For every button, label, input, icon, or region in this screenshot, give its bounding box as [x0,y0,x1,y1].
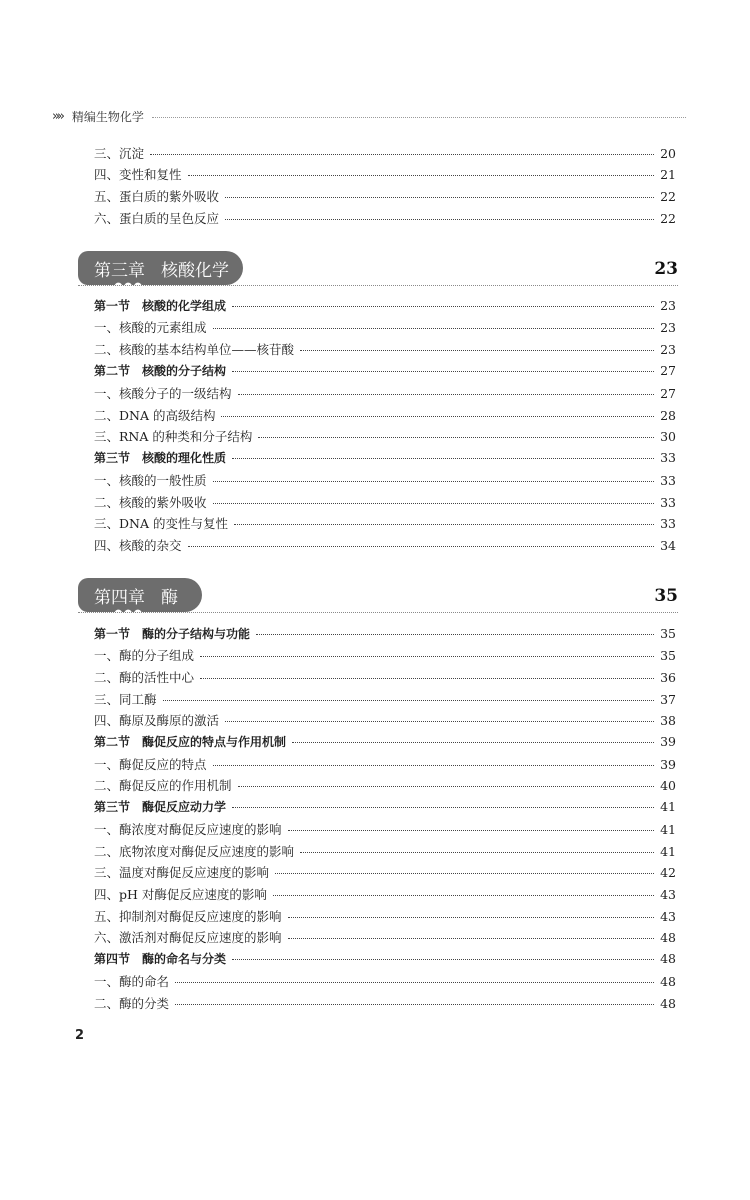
toc-entry[interactable] [94,668,676,689]
toc-entry-page: 43 [660,887,676,902]
toc-entry-title: 二、底物浓度对酶促反应速度的影响 [94,844,295,859]
toc-entry[interactable] [94,144,676,165]
toc-entry[interactable] [94,536,676,557]
toc-entry[interactable] [94,907,676,928]
toc-entry-page: 28 [660,408,676,423]
toc-entry-title: 六、激活剂对酶促反应速度的影响 [94,930,282,945]
toc-entry[interactable] [94,711,676,732]
dot-leader [300,852,654,853]
toc-section-entry[interactable] [94,733,676,754]
toc-entry-title: 一、核酸的元素组成 [94,320,207,335]
chapter-3-page: 23 [654,259,678,279]
dot-leader [232,959,654,960]
toc-entry-page: 48 [660,996,676,1011]
dot-leader [213,503,655,504]
toc-entry[interactable] [94,427,676,448]
toc-entry-page: 48 [660,974,676,989]
toc-entry[interactable] [94,471,676,492]
dot-leader [232,807,654,808]
toc-entry-title: 二、酶的活性中心 [94,670,195,685]
dot-leader [238,394,655,395]
dot-leader [288,938,655,939]
toc-entry-page: 41 [660,822,676,837]
chapter-3-title: 核酸化学 [161,260,229,281]
dot-leader [213,328,655,329]
toc-entry[interactable] [94,514,676,535]
toc-entry-page: 23 [660,298,676,313]
toc-entry-title: 二、核酸的紫外吸收 [94,495,207,510]
page-number: 2 [75,1028,85,1043]
toc-entry-title: 一、核酸的一般性质 [94,473,207,488]
chapter-4-pill [78,578,202,619]
toc-entry[interactable] [94,755,676,776]
dot-leader [258,437,654,438]
dot-leader [150,154,654,155]
toc-entry-title: 一、酶浓度对酶促反应速度的影响 [94,822,282,837]
header-rule [152,117,686,118]
toc-entry[interactable] [94,384,676,405]
dot-leader [188,175,655,176]
toc-entry[interactable] [94,340,676,361]
toc-entry[interactable] [94,209,676,230]
toc-entry-page: 22 [660,211,676,226]
toc-entry-page: 36 [660,670,676,685]
chapter-dots-icon: ●●● [114,608,144,619]
toc-entry-title: 二、酶促反应的作用机制 [94,778,232,793]
toc-entry[interactable] [94,646,676,667]
toc-entry-title: 第三节 核酸的理化性质 [94,451,227,465]
toc-entry-page: 33 [660,516,676,531]
dot-leader [273,895,654,896]
toc-entry[interactable] [94,820,676,841]
toc-entry[interactable] [94,885,676,906]
book-title: 精编生物化学 [71,109,144,124]
dot-leader [275,873,654,874]
dot-leader [175,1004,654,1005]
toc-entry-title: 三、DNA 的变性与复性 [94,516,228,531]
toc-entry-title: 第一节 酶的分子结构与功能 [94,627,251,641]
dot-leader [292,742,654,743]
chapter-4-label: 第四章 [94,587,145,608]
dot-leader [232,371,654,372]
toc-entry-page: 33 [660,473,676,488]
toc-entry-page: 23 [660,342,676,357]
dot-leader [200,678,654,679]
toc-entry-page: 39 [660,734,676,749]
toc-entry[interactable] [94,994,676,1015]
toc-entry[interactable] [94,187,676,208]
toc-entry-title: 第二节 酶促反应的特点与作用机制 [94,735,287,749]
toc-entry-title: 三、同工酶 [94,692,157,707]
dot-leader [213,481,655,482]
toc-entry-page: 35 [660,648,676,663]
toc-entry-page: 27 [660,386,676,401]
toc-entry-page: 21 [660,167,676,182]
toc-entry-title: 三、RNA 的种类和分子结构 [94,429,253,444]
toc-entry[interactable] [94,842,676,863]
toc-entry-page: 41 [660,844,676,859]
toc-entry-page: 39 [660,757,676,772]
dot-leader [300,350,654,351]
toc-entry-page: 27 [660,363,676,378]
toc-entry-page: 33 [660,450,676,465]
toc-entry-title: 第三节 酶促反应动力学 [94,800,227,814]
toc-entry-page: 30 [660,429,676,444]
dot-leader [225,721,654,722]
chapter-4-title: 酶 [161,587,178,608]
toc-entry-page: 41 [660,799,676,814]
toc-entry-page: 34 [660,538,676,553]
dot-leader [225,219,654,220]
toc-entry-page: 37 [660,692,676,707]
toc-entry-title: 四、核酸的杂交 [94,538,182,553]
dot-leader [232,306,654,307]
dot-leader [213,765,655,766]
toc-entry-page: 22 [660,189,676,204]
chapter-4-heading[interactable] [78,578,678,619]
toc-entry-title: 一、核酸分子的一级结构 [94,386,232,401]
toc-entry-page: 42 [660,865,676,880]
chapter-dots-icon: ●●● [114,281,144,292]
toc-section-entry[interactable] [94,297,676,318]
toc-entry-title: 一、酶促反应的特点 [94,757,207,772]
toc-entry-title: 一、酶的命名 [94,974,170,989]
toc-entry-page: 48 [660,951,676,966]
toc-entry-title: 二、核酸的基本结构单位——核苷酸 [94,342,295,357]
toc-entry-title: 四、变性和复性 [94,167,182,182]
toc-entry-page: 33 [660,495,676,510]
dot-leader [200,656,654,657]
dot-leader [232,458,654,459]
dot-leader [163,700,655,701]
toc-entry-page: 35 [660,626,676,641]
chapter-4-page: 35 [654,586,678,606]
toc-entry[interactable] [94,165,676,186]
toc-entry-title: 第一节 核酸的化学组成 [94,299,227,313]
dot-leader [238,786,655,787]
toc-entry[interactable] [94,406,676,427]
toc-entry-title: 五、抑制剂对酶促反应速度的影响 [94,909,282,924]
toc-section-entry[interactable] [94,449,676,470]
toc-entry-title: 一、酶的分子组成 [94,648,195,663]
toc-entry-title: 三、温度对酶促反应速度的影响 [94,865,270,880]
toc-entry-page: 48 [660,930,676,945]
dot-leader [256,634,654,635]
chapter-3-pill [78,251,243,292]
toc-entry[interactable] [94,776,676,797]
dot-leader [225,197,654,198]
dot-leader [188,546,655,547]
toc-entry-title: 四、pH 对酶促反应速度的影响 [94,887,267,902]
toc-entry-title: 五、蛋白质的紫外吸收 [94,189,220,204]
toc-entry-title: 三、沉淀 [94,146,145,161]
toc-entry-page: 43 [660,909,676,924]
toc-entry[interactable] [94,972,676,993]
dot-leader [234,524,654,525]
toc-entry-title: 六、蛋白质的呈色反应 [94,211,220,226]
toc-entry[interactable] [94,318,676,339]
dot-leader [175,982,654,983]
toc-entry-title: 四、酶原及酶原的激活 [94,713,220,728]
toc-entry[interactable] [94,690,676,711]
running-header [52,106,686,126]
toc-entry-title: 第二节 核酸的分子结构 [94,364,227,378]
toc-entry[interactable] [94,863,676,884]
chevron-right-icon: »» [52,108,62,124]
dot-leader [221,416,654,417]
toc-entry-page: 38 [660,713,676,728]
toc-section-entry[interactable] [94,362,676,383]
toc-section-entry[interactable] [94,950,676,971]
dot-leader [288,917,655,918]
chapter-3-label: 第三章 [94,260,145,281]
toc-entry-page: 40 [660,778,676,793]
toc-entry-page: 23 [660,320,676,335]
toc-entry-title: 二、DNA 的高级结构 [94,408,216,423]
chapter-3-rule [78,285,678,286]
toc-section-entry[interactable] [94,625,676,646]
toc-entry[interactable] [94,493,676,514]
chapter-3-heading[interactable] [78,251,678,292]
toc-entry-title: 二、酶的分类 [94,996,170,1011]
chapter-4-rule [78,612,678,613]
dot-leader [288,830,655,831]
toc-entry[interactable] [94,928,676,949]
toc-entry-title: 第四节 酶的命名与分类 [94,952,227,966]
toc-section-entry[interactable] [94,798,676,819]
toc-entry-page: 20 [660,146,676,161]
